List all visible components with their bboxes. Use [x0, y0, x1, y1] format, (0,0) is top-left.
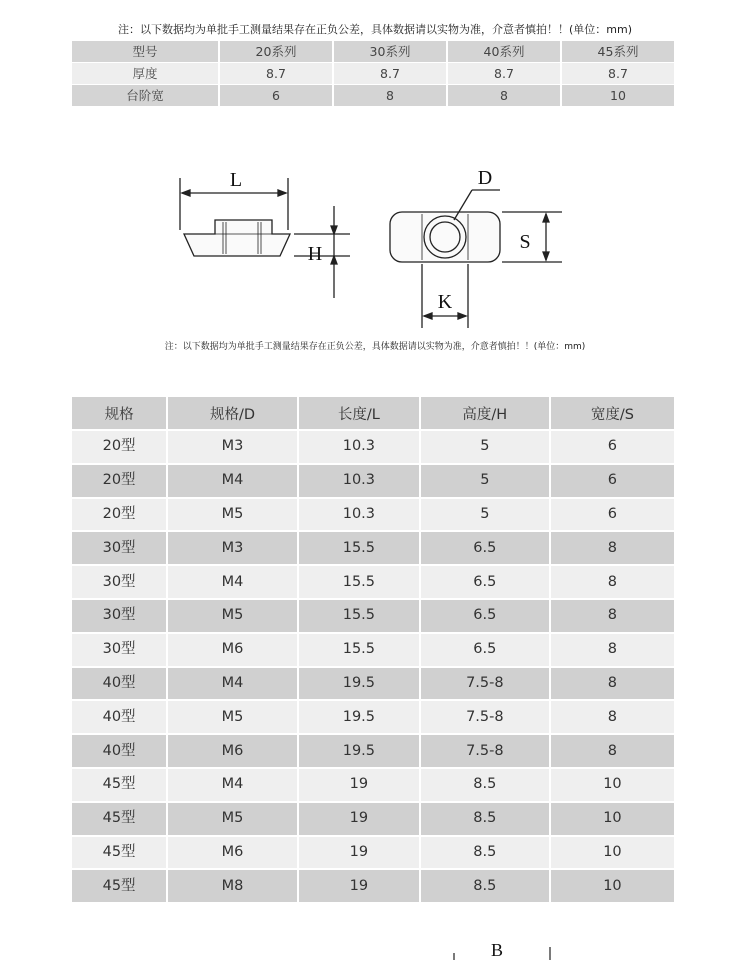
spec-cell: 8 — [334, 85, 446, 106]
table-row — [72, 701, 674, 733]
table-cell: 8 — [551, 566, 674, 598]
table-cell: 7.5-8 — [421, 701, 549, 733]
size-table — [70, 395, 676, 904]
top-view-drawing — [390, 190, 562, 328]
spec-table — [70, 40, 676, 107]
table-row — [72, 634, 674, 666]
table-row — [72, 532, 674, 564]
table-cell: 6 — [551, 431, 674, 463]
side-view-drawing — [180, 178, 350, 298]
table-row — [72, 837, 674, 869]
table-cell: 19.5 — [299, 668, 419, 700]
table-cell: 15.5 — [299, 566, 419, 598]
table-cell: M4 — [168, 566, 297, 598]
spec-cell: 8.7 — [334, 63, 446, 84]
label-S: S — [519, 231, 531, 253]
table-cell: 45型 — [72, 803, 166, 835]
table-cell: 30型 — [72, 600, 166, 632]
label-L: L — [229, 169, 243, 191]
table-cell: 5 — [421, 465, 549, 497]
table-cell: 8.5 — [421, 769, 549, 801]
table-cell: 40型 — [72, 735, 166, 767]
table-cell: 15.5 — [299, 600, 419, 632]
table-cell: 6 — [551, 499, 674, 531]
column-header: 宽度/S — [551, 397, 674, 429]
table-row — [72, 769, 674, 801]
table-cell: 6.5 — [421, 600, 549, 632]
table-cell: 40型 — [72, 701, 166, 733]
spec-cell: 20系列 — [220, 41, 332, 62]
table-row — [72, 499, 674, 531]
spec-cell: 8.7 — [220, 63, 332, 84]
table-row — [72, 465, 674, 497]
table-cell: 8 — [551, 634, 674, 666]
table-cell: 10 — [551, 803, 674, 835]
table-cell: 6.5 — [421, 634, 549, 666]
table-cell: M3 — [168, 532, 297, 564]
spec-row — [72, 85, 674, 106]
spec-cell: 型号 — [72, 41, 218, 62]
table-cell: 20型 — [72, 465, 166, 497]
table-cell: M3 — [168, 431, 297, 463]
label-H: H — [307, 243, 323, 265]
table-row — [72, 566, 674, 598]
table-cell: 10.3 — [299, 465, 419, 497]
table-cell: 8.5 — [421, 803, 549, 835]
table-cell: 5 — [421, 431, 549, 463]
table-cell: M5 — [168, 701, 297, 733]
table-cell: 8.5 — [421, 870, 549, 902]
table-cell: 40型 — [72, 668, 166, 700]
table-cell: 30型 — [72, 566, 166, 598]
column-header: 规格/D — [168, 397, 297, 429]
column-header: 高度/H — [421, 397, 549, 429]
table-cell: M6 — [168, 735, 297, 767]
table-cell: 15.5 — [299, 532, 419, 564]
table-cell: 19 — [299, 803, 419, 835]
table-cell: M4 — [168, 668, 297, 700]
table-cell: 8 — [551, 532, 674, 564]
table-cell: 5 — [421, 499, 549, 531]
t-nut-diagram — [160, 160, 580, 340]
top-note: 注：以下数据均为单批手工测量结果存在正负公差，具体数据请以实物为准，介意者慎拍！！(单位：mm) — [117, 23, 632, 36]
table-cell: 8.5 — [421, 837, 549, 869]
table-cell: 45型 — [72, 837, 166, 869]
table-row — [72, 803, 674, 835]
label-D: D — [477, 167, 493, 189]
table-cell: 15.5 — [299, 634, 419, 666]
spec-cell: 台阶宽 — [72, 85, 218, 106]
column-header: 长度/L — [299, 397, 419, 429]
table-row — [72, 668, 674, 700]
table-cell: 10 — [551, 837, 674, 869]
spec-row — [72, 63, 674, 84]
table-cell: M6 — [168, 837, 297, 869]
table-cell: M4 — [168, 465, 297, 497]
table-cell: 19.5 — [299, 735, 419, 767]
spec-cell: 8.7 — [562, 63, 674, 84]
spec-cell: 10 — [562, 85, 674, 106]
table-cell: 19 — [299, 870, 419, 902]
table-row — [72, 735, 674, 767]
table-cell: 10 — [551, 870, 674, 902]
table-cell: 6 — [551, 465, 674, 497]
table-cell: M5 — [168, 600, 297, 632]
table-cell: 45型 — [72, 870, 166, 902]
table-row — [72, 431, 674, 463]
table-cell: M5 — [168, 803, 297, 835]
bottom-diagram-fragment — [440, 935, 570, 960]
table-cell: 19 — [299, 769, 419, 801]
table-cell: 6.5 — [421, 532, 549, 564]
column-header: 规格 — [72, 397, 166, 429]
table-cell: 20型 — [72, 499, 166, 531]
spec-cell: 8.7 — [448, 63, 560, 84]
table-cell: 19 — [299, 837, 419, 869]
table-cell: 20型 — [72, 431, 166, 463]
table-cell: 10.3 — [299, 499, 419, 531]
spec-cell: 厚度 — [72, 63, 218, 84]
table-cell: 6.5 — [421, 566, 549, 598]
spec-cell: 6 — [220, 85, 332, 106]
table-cell: 8 — [551, 735, 674, 767]
table-cell: 8 — [551, 701, 674, 733]
mid-note: 注：以下数据均为单批手工测量结果存在正负公差，具体数据请以实物为准，介意者慎拍！！(单位：mm) — [164, 342, 586, 352]
table-row — [72, 600, 674, 632]
table-cell: M4 — [168, 769, 297, 801]
table-cell: 19.5 — [299, 701, 419, 733]
table-cell: 10.3 — [299, 431, 419, 463]
table-row — [72, 870, 674, 902]
spec-cell: 40系列 — [448, 41, 560, 62]
spec-cell: 30系列 — [334, 41, 446, 62]
spec-cell: 45系列 — [562, 41, 674, 62]
table-cell: 10 — [551, 769, 674, 801]
spec-cell: 8 — [448, 85, 560, 106]
table-cell: 30型 — [72, 532, 166, 564]
label-K: K — [437, 291, 453, 313]
table-cell: 7.5-8 — [421, 668, 549, 700]
table-cell: 8 — [551, 600, 674, 632]
table-cell: 45型 — [72, 769, 166, 801]
table-cell: 30型 — [72, 634, 166, 666]
table-cell: 8 — [551, 668, 674, 700]
table-cell: M6 — [168, 634, 297, 666]
spec-row — [72, 41, 674, 62]
table-cell: 7.5-8 — [421, 735, 549, 767]
table-cell: M5 — [168, 499, 297, 531]
label-B: B — [490, 940, 504, 960]
table-cell: M8 — [168, 870, 297, 902]
